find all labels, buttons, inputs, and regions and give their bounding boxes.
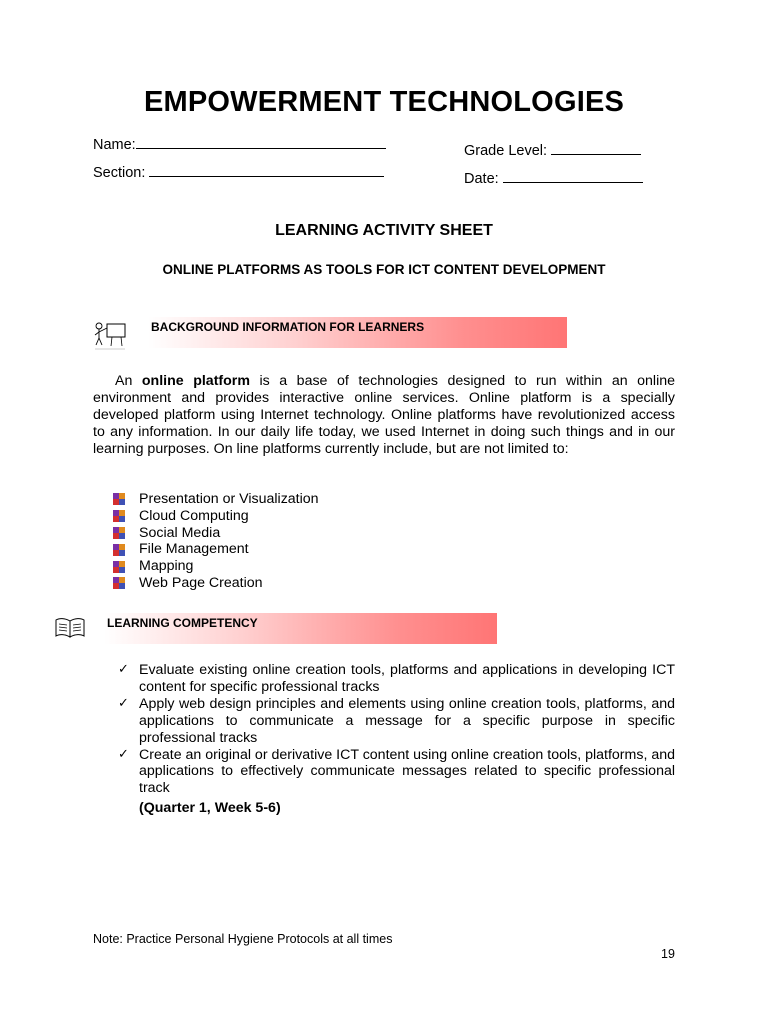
section-field[interactable] xyxy=(93,161,384,181)
learning-competency-banner xyxy=(104,613,497,644)
checkmark-icon: ✓ xyxy=(118,746,129,762)
competency-item-text: Apply web design principles and elements using online creation tools, platforms, and applications to communicate a message for a specific purpose in specific professional tracks xyxy=(139,695,675,746)
list-item xyxy=(112,575,319,592)
list-item xyxy=(112,525,319,542)
learning-competency-heading: LEARNING COMPETENCY xyxy=(107,616,258,630)
colored-square-bullet-icon xyxy=(112,492,126,506)
background-paragraph xyxy=(93,373,675,458)
sheet-title: LEARNING ACTIVITY SHEET xyxy=(275,222,493,239)
grade-level-blank-line[interactable] xyxy=(551,139,641,155)
list-item-label: Mapping xyxy=(139,558,194,575)
colored-square-bullet-icon xyxy=(112,526,126,540)
competency-item-text: Evaluate existing online creation tools, platforms and applications in developing ICT content for specific professional tracks xyxy=(139,662,675,695)
name-field[interactable] xyxy=(93,133,386,153)
name-blank-line[interactable] xyxy=(136,133,386,149)
open-book-icon xyxy=(54,617,86,639)
colored-square-bullet-icon xyxy=(112,509,126,523)
date-blank-line[interactable] xyxy=(503,167,643,183)
colored-square-bullet-icon xyxy=(112,543,126,557)
competency-list xyxy=(118,662,675,797)
grade-level-label: Grade Level: xyxy=(464,143,548,159)
name-label: Name: xyxy=(93,137,136,153)
list-item xyxy=(118,696,675,747)
background-info-banner xyxy=(148,317,567,348)
competency-item-text: Create an original or derivative ICT content using online creation tools, platforms, and applications to effectively communicate messages related to specific professional track xyxy=(139,746,676,797)
list-item-label: Presentation or Visualization xyxy=(139,491,319,507)
paragraph-bold-term: online platform xyxy=(141,373,250,389)
grade-level-field[interactable] xyxy=(464,139,641,159)
checkmark-icon: ✓ xyxy=(118,662,129,677)
colored-square-bullet-icon xyxy=(112,560,126,574)
date-label: Date: xyxy=(464,171,499,187)
list-item xyxy=(118,662,675,696)
footer-note: Note: Practice Personal Hygiene Protocols at all times xyxy=(93,932,393,946)
list-item-label: Cloud Computing xyxy=(139,507,249,524)
list-item-label: Web Page Creation xyxy=(139,574,263,591)
list-item xyxy=(112,558,319,575)
colored-square-bullet-icon xyxy=(112,576,126,590)
list-item xyxy=(112,508,319,525)
background-info-heading: BACKGROUND INFORMATION FOR LEARNERS xyxy=(151,320,425,334)
quarter-week-label: (Quarter 1, Week 5-6) xyxy=(139,800,281,816)
checkmark-icon: ✓ xyxy=(118,695,129,711)
list-item xyxy=(112,541,319,558)
list-item-label: Social Media xyxy=(139,524,221,541)
sheet-subtitle: ONLINE PLATFORMS AS TOOLS FOR ICT CONTENT DEVELOPMENT xyxy=(162,262,606,277)
section-blank-line[interactable] xyxy=(149,161,384,177)
section-label: Section: xyxy=(93,165,146,181)
platform-list xyxy=(112,491,319,592)
paragraph-body: is a base of technologies designed to run within an online environment and provides interactive online services. Online platform is a specially developed platform using Internet technology. Online platforms have revolutionized access to any information. In our daily life today, we used Internet in doing such things and in our learning purposes. On line platforms currently include, but are not limited to: xyxy=(93,373,676,457)
list-item-label: File Management xyxy=(139,541,249,558)
person-at-board-icon xyxy=(92,320,128,352)
paragraph-intro: An xyxy=(115,373,142,389)
page-number: 19 xyxy=(661,947,675,961)
list-item xyxy=(112,491,319,508)
list-item xyxy=(118,747,675,798)
document-title: EMPOWERMENT TECHNOLOGIES xyxy=(143,86,625,118)
date-field[interactable] xyxy=(464,167,643,187)
